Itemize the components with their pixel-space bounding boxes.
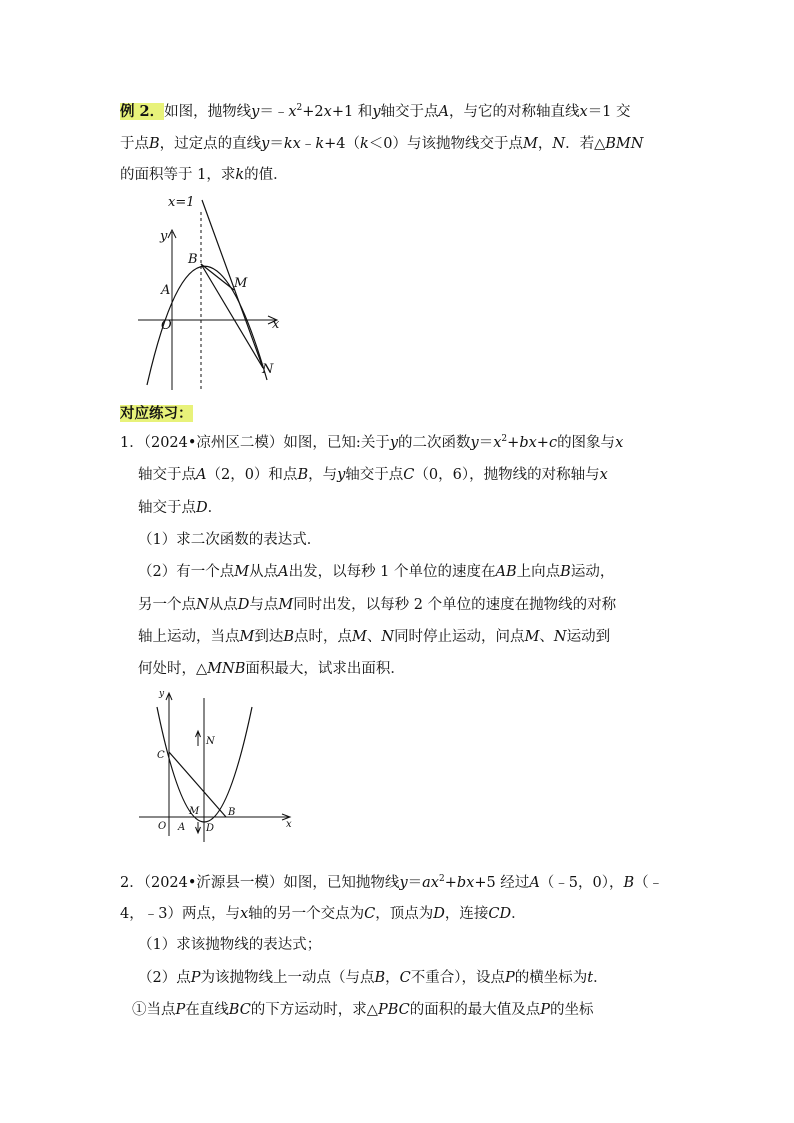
q1-part-2-line-3: 轴上运动，当点M到达B点时，点M、N同时停止运动，问点M、N运动到 xyxy=(138,629,611,645)
fig2-label-b: B xyxy=(228,807,236,818)
q1-line-1: 1．（2024•凉州区二模）如图，已知:关于y的二次函数$y=x^2+bx+c$的图象与x xyxy=(120,434,624,451)
fig1-axis-line-label: x=1 xyxy=(168,195,195,210)
fig1-label-b: B xyxy=(188,252,198,267)
example-line-1: 例 2．如图，抛物线$y=﹣x^2+2x+1$ 和y轴交于点A，与它的对称轴直线x＝1 交 xyxy=(120,103,631,120)
q2-part-2: （2）点P为该抛物线上一动点（与点B，C不重合），设点P的横坐标为t． xyxy=(138,970,608,986)
fig2-x-label: x xyxy=(286,819,292,830)
q2-part-1: （1）求该抛物线的表达式； xyxy=(138,937,322,953)
fig1-label-o: O xyxy=(161,318,172,333)
fig1-x-label: x xyxy=(272,317,280,332)
q1-line-2: 轴交于点A（2，0）和点B，与y轴交于点C（0，6），抛物线的对称轴与x xyxy=(138,467,608,483)
q2-line-1: 2．（2024•沂源县一模）如图，已知抛物线$y=ax^2+bx+5$ 经过A（﹣5，0），B（﹣ xyxy=(120,874,664,891)
fig1-label-a: A xyxy=(161,283,171,298)
fig1-label-n: N xyxy=(262,362,274,377)
q2-part-2-sub-1: ①当点P在直线BC的下方运动时，求△PBC的面积的最大值及点P的坐标 xyxy=(132,1002,594,1018)
q1-line-3: 轴交于点D． xyxy=(138,500,223,516)
q1-part-1: （1）求二次函数的表达式． xyxy=(138,532,322,548)
q2-line-2: 4，﹣3）两点，与x轴的另一个交点为C，顶点为D，连接CD． xyxy=(120,906,526,922)
fig2-label-m: M xyxy=(189,806,200,817)
fig1-y-label: y xyxy=(160,229,168,244)
fig1-label-m: M xyxy=(234,276,248,291)
q1-part-2-line-4: 何处时，△MNB面积最大，试求出面积． xyxy=(138,661,405,677)
fig2-label-d: D xyxy=(206,823,215,834)
fig2-y-label: y xyxy=(159,689,165,699)
fig2-label-a: A xyxy=(178,822,186,833)
q1-part-2-line-2: 另一个点N从点D与点M同时出发，以每秒 2 个单位的速度在抛物线的对称 xyxy=(138,597,617,613)
fig2-label-o: O xyxy=(158,821,167,832)
q1-part-2-line-1: （2）有一个点M从点A出发，以每秒 1 个单位的速度在AB上向点B运动， xyxy=(138,564,615,580)
fig2-label-c: C xyxy=(157,750,165,761)
example-line-3: 的面积等于 1，求k的值． xyxy=(120,167,288,183)
example-line-2: 于点B，过定点的直线y＝kx﹣k+4（k＜0）与该抛物线交于点M，N．若△BMN xyxy=(120,136,644,152)
practice-heading: 对应练习： xyxy=(120,405,193,422)
example-tag: 例 2． xyxy=(120,103,165,120)
fig2-label-n: N xyxy=(206,736,215,747)
